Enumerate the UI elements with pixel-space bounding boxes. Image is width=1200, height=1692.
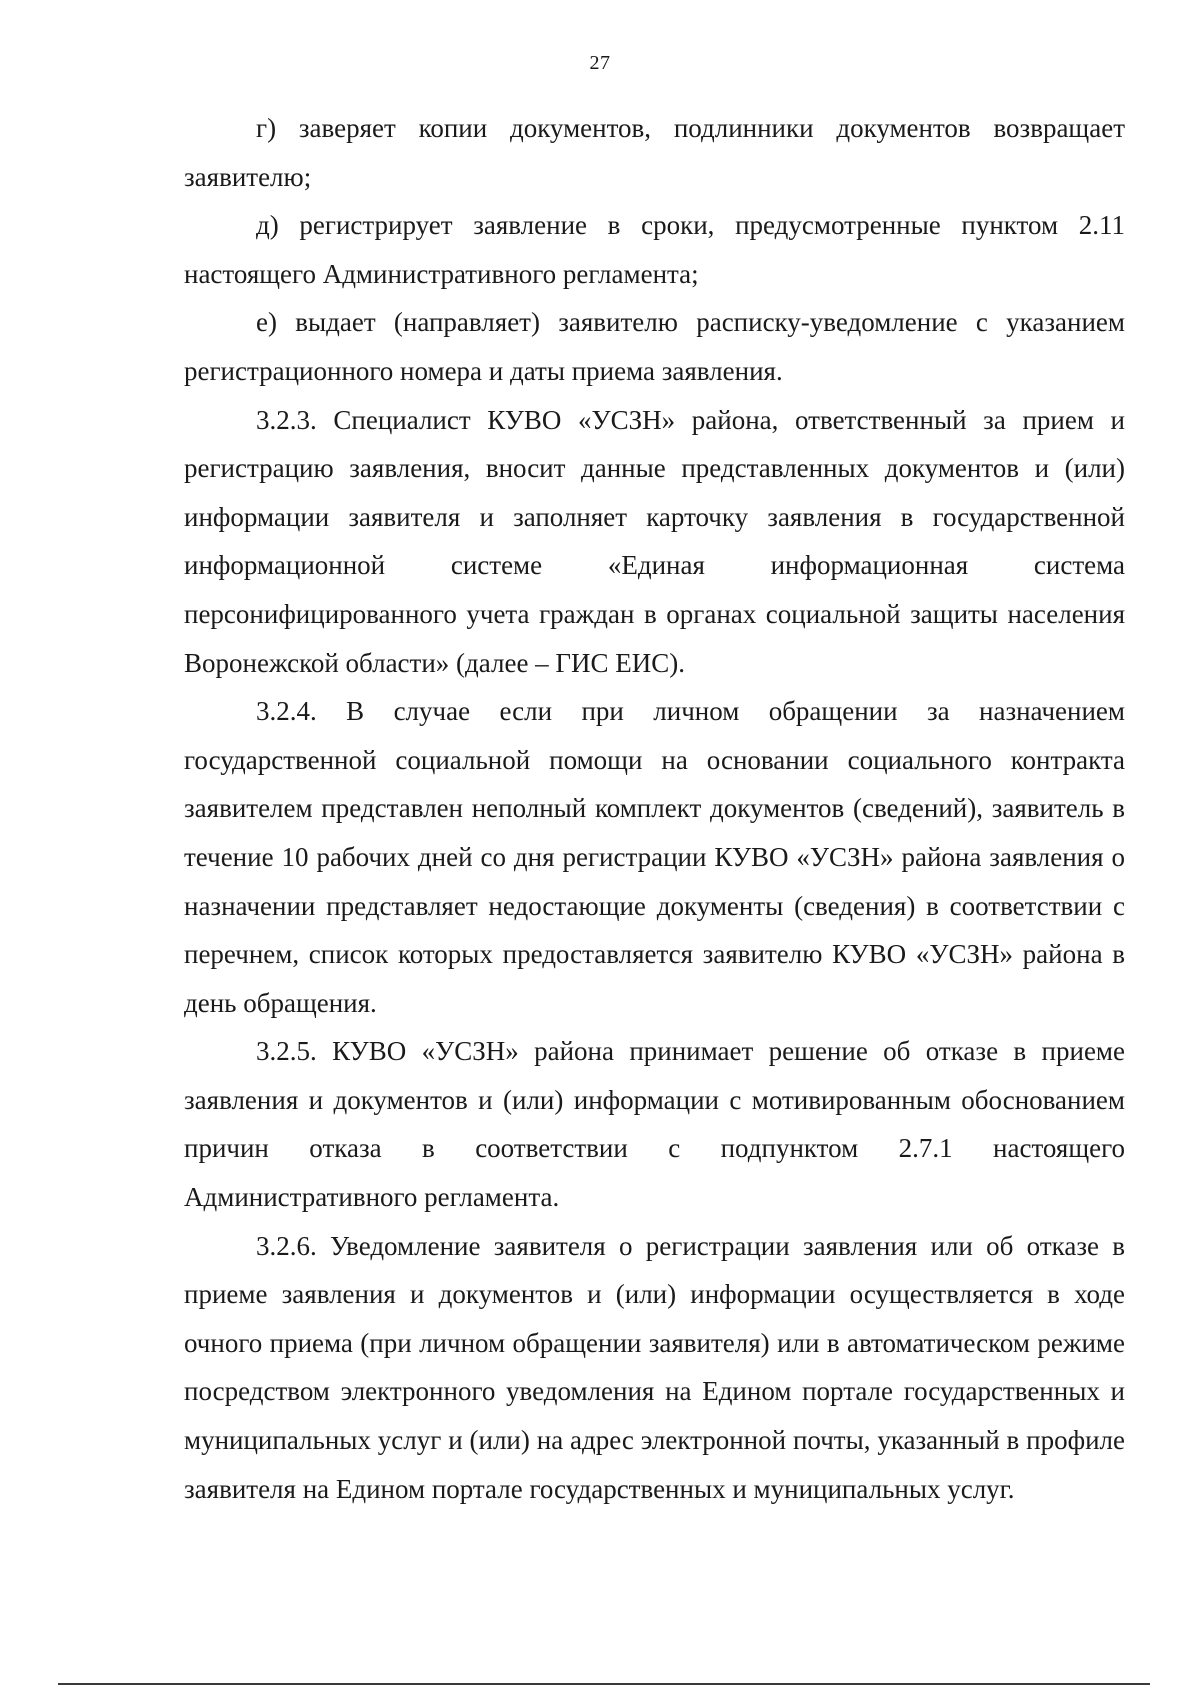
page-number: 27	[589, 52, 611, 74]
paragraph-e: е) выдает (направляет) заявителю расписку-уведомление с указанием регистрационного номера и даты приема заявления.	[184, 307, 1125, 386]
paragraph-3-2-3: 3.2.3. Специалист КУВО «УСЗН» района, ответственный за прием и регистрацию заявления, вносит данные представленных документов и (или) информации заявителя и заполняет карточку заявления в государственной информационной системе «Единая информационная система персонифицированного учета граждан в органах социальной защиты населения Воронежской области» (далее – ГИС ЕИС).	[184, 404, 1125, 678]
paragraph-d: д) регистрирует заявление в сроки, предусмотренные пунктом 2.11 настоящего Административного регламента;	[184, 210, 1125, 289]
document-body	[184, 104, 1125, 1513]
paragraph-3-2-4: 3.2.4. В случае если при личном обращении за назначением государственной социальной помощи на основании социального контракта заявителем представлен неполный комплект документов (сведений), заявитель в течение 10 рабочих дней со дня регистрации КУВО «УСЗН» района заявления о назначении представляет недостающие документы (сведения) в соответствии с перечнем, список которых предоставляется заявителю КУВО «УСЗН» района в день обращения.	[184, 696, 1125, 1018]
page-bottom-rule	[58, 1683, 1150, 1685]
paragraph-g: г) заверяет копии документов, подлинники документов возвращает заявителю;	[184, 113, 1125, 192]
paragraph-3-2-5: 3.2.5. КУВО «УСЗН» района принимает решение об отказе в приеме заявления и документов и (или) информации с мотивированным обоснованием причин отказа в соответствии с подпунктом 2.7.1 настоящего Административного регламента.	[184, 1036, 1125, 1213]
paragraph-3-2-6: 3.2.6. Уведомление заявителя о регистрации заявления или об отказе в приеме заявления и документов и (или) информации осуществляется в ходе очного приема (при личном обращении заявителя) или в автоматическом режиме посредством электронного уведомления на Едином портале государственных и муниципальных услуг и (или) на адрес электронной почты, указанный в профиле заявителя на Едином портале государственных и муниципальных услуг.	[184, 1230, 1125, 1504]
